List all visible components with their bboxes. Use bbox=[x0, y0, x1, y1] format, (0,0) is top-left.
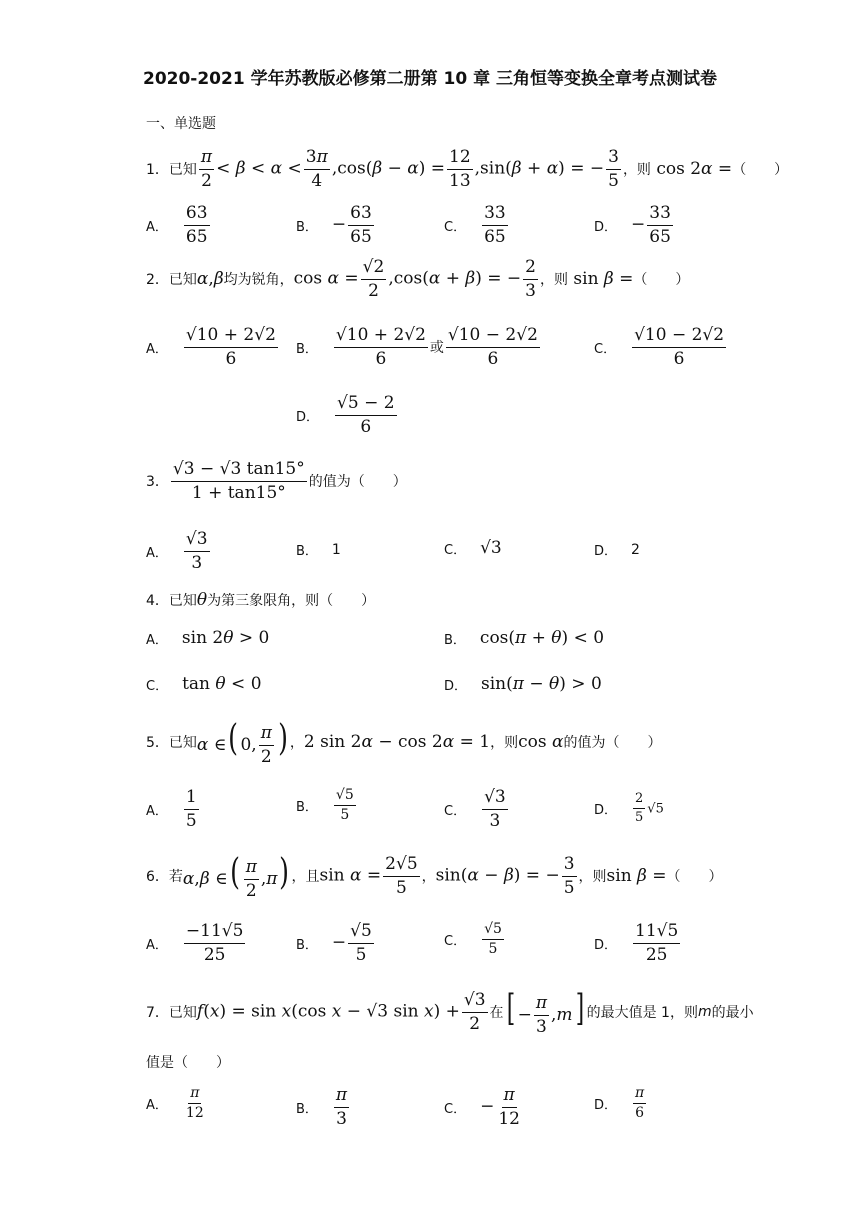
question-1 bbox=[146, 148, 788, 190]
q5-option-a[interactable]: A． $\frac{1}{5}$ bbox=[146, 787, 197, 831]
q7-option-b[interactable]: B． $\frac{\pi}{3}$ bbox=[296, 1085, 348, 1129]
q2-option-c[interactable]: C． $\frac{√10 - 2√2}{6}$ bbox=[594, 325, 725, 369]
q6-option-c[interactable]: C． $\frac{√5}{5}$ bbox=[444, 921, 502, 958]
q1-suffix: ，则 bbox=[622, 162, 651, 179]
question-2: 2．已知 α,β 均为锐角， cos α = $\frac{√2}{2}$ ,cos(α + β) = − $\frac{2}{3}$ ，则 sin β = （ ） bbox=[146, 257, 690, 301]
question-7-line2: 值是 （ ） bbox=[146, 1055, 230, 1071]
q6-option-b[interactable]: B． − $\frac{√5}{5}$ bbox=[296, 921, 372, 965]
q1-option-b[interactable]: B． − $\frac{63}{65}$ bbox=[296, 203, 372, 247]
q1-formula: $\frac{\pi}{2}$ < β < α < $\frac{3\pi}{4}$ ,cos(β − α) = $\frac{12}{13}$ ,sin(β + α) = − $\frac{3}{5}$ bbox=[200, 147, 619, 191]
q2-option-d[interactable]: D． $\frac{√5 - 2}{6}$ bbox=[296, 393, 395, 437]
q5-option-b[interactable]: B． $\frac{√5}{5}$ bbox=[296, 787, 354, 824]
q5-option-c[interactable]: C． $\frac{√3}{3}$ bbox=[444, 787, 506, 831]
q1-target: cos 2α = bbox=[650, 159, 733, 180]
question-5: 5．已知 α ∈( 0, $\frac{\pi}{2}$ ) ， 2 sin 2α − cos 2α = 1 ，则 cos α 的值为 （ ） bbox=[146, 718, 662, 767]
q7-option-c[interactable]: C． − $\frac{\pi}{12}$ bbox=[444, 1085, 520, 1129]
q2-formula: cos α = $\frac{√2}{2}$ ,cos(α + β) = − $\frac{2}{3}$ bbox=[293, 257, 536, 301]
q1-option-a[interactable]: A． $\frac{63}{65}$ bbox=[146, 203, 208, 247]
question-7: 7．已知 f(x) = sin x(cos x − √3 sin x) + $\frac{√3}{2}$ 在 [ − $\frac{\pi}{3}$ ,m] 的最大值是 1，则 m 的最小 bbox=[146, 988, 754, 1037]
q1-option-c[interactable]: C． $\frac{33}{65}$ bbox=[444, 203, 506, 247]
section-heading: 一、单选题 bbox=[146, 116, 216, 132]
q3-option-b[interactable]: B． 1 bbox=[296, 541, 341, 559]
q1-blank: （ ） bbox=[732, 162, 789, 179]
q3-formula: $\frac{√3 - √3 \tan 15^\circ}{1 + \tan 15^\circ}$ bbox=[172, 459, 305, 503]
q1-prefix: 1．已知 bbox=[146, 162, 197, 179]
q2-option-a[interactable]: A． $\frac{√10 + 2√2}{6}$ bbox=[146, 325, 276, 369]
q3-option-a[interactable]: A． $\frac{√3}{3}$ bbox=[146, 529, 208, 573]
q3-option-d[interactable]: D． 2 bbox=[594, 541, 640, 559]
q3-option-c[interactable]: C． √3 bbox=[444, 538, 502, 558]
q6-formula: α,β ∈( $\frac{\pi}{2}$ ,π) bbox=[182, 852, 290, 901]
q4-option-c[interactable]: C． tan θ < 0 bbox=[146, 674, 262, 694]
question-3: 3． $\frac{√3 - √3 \tan 15^\circ}{1 + \tan 15^\circ}$ 的值为 （ ） bbox=[146, 459, 407, 503]
q4-option-b[interactable]: B． cos(π + θ) < 0 bbox=[444, 628, 605, 648]
q2-option-b[interactable]: B． $\frac{√10 + 2√2}{6}$ 或 $\frac{√10 - 2√2}{6}$ bbox=[296, 325, 538, 369]
q5-option-d[interactable]: D． $\frac{2}{5}$ √5 bbox=[594, 791, 664, 826]
q4-option-a[interactable]: A． sin 2θ > 0 bbox=[146, 628, 270, 648]
q5-formula: α ∈( 0, $\frac{\pi}{2}$ ) bbox=[196, 718, 288, 767]
q4-option-d[interactable]: D． sin(π − θ) > 0 bbox=[444, 674, 602, 694]
q7-option-a[interactable]: A． $\frac{\pi}{12}$ bbox=[146, 1085, 204, 1122]
q6-option-a[interactable]: A． $\frac{-11√5}{25}$ bbox=[146, 921, 244, 965]
q6-option-d[interactable]: D． $\frac{11√5}{25}$ bbox=[594, 921, 679, 965]
q1-option-d[interactable]: D． − $\frac{33}{65}$ bbox=[594, 203, 671, 247]
q7-option-d[interactable]: D． $\frac{\pi}{6}$ bbox=[594, 1085, 645, 1122]
q7-formula: f(x) = sin x(cos x − √3 sin x) + $\frac{√3}{2}$ bbox=[196, 990, 486, 1034]
page-title: 2020-2021 学年苏教版必修第二册第 10 章 三角恒等变换全章考点测试卷 bbox=[142, 69, 717, 89]
question-4: 4．已知 θ 为第三象限角，则 （ ） bbox=[146, 590, 376, 610]
question-6: 6．若 α,β ∈( $\frac{\pi}{2}$ ,π) ，且 sin α = $\frac{2√5}{5}$ ， sin(α − β) = − $\frac{3}{5}$ ，则 sin β = （ ） bbox=[146, 852, 723, 901]
